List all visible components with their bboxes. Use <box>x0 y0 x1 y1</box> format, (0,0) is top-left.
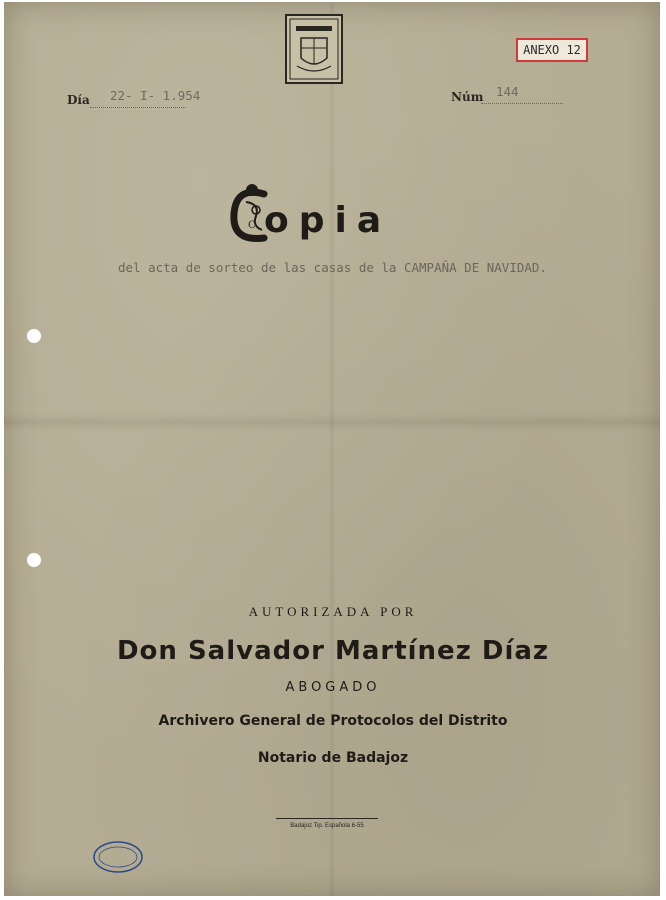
profession: ABOGADO <box>285 680 381 695</box>
notario-title: Notario de Badajoz <box>257 750 409 766</box>
annex-label: ANEXO 12 <box>516 38 588 62</box>
num-underline <box>481 103 563 104</box>
document-subtitle: del acta de sorteo de las casas de la CAMPAÑA DE NAVIDAD. <box>118 260 547 275</box>
printer-rule <box>276 818 378 819</box>
capital-letter: C <box>248 220 256 231</box>
punch-hole-top <box>27 329 41 343</box>
dia-underline <box>90 107 186 108</box>
num-label: Núm <box>451 90 484 104</box>
printer-imprint: Badajoz Tip. Española 6-55 <box>290 823 364 829</box>
document-title: opia <box>264 200 392 241</box>
dia-value: 22- I- 1.954 <box>110 88 201 103</box>
archivero-title: Archivero General de Protocolos del Distrito <box>158 713 508 729</box>
punch-hole-bottom <box>27 553 41 567</box>
archive-stamp <box>92 840 144 874</box>
notary-name: Don Salvador Martínez Díaz <box>116 636 550 666</box>
fiscal-seal <box>285 14 343 84</box>
authorized-by: AUTORIZADA POR <box>248 604 418 619</box>
num-value: 144 <box>496 84 519 99</box>
dia-label: Día <box>67 93 90 107</box>
